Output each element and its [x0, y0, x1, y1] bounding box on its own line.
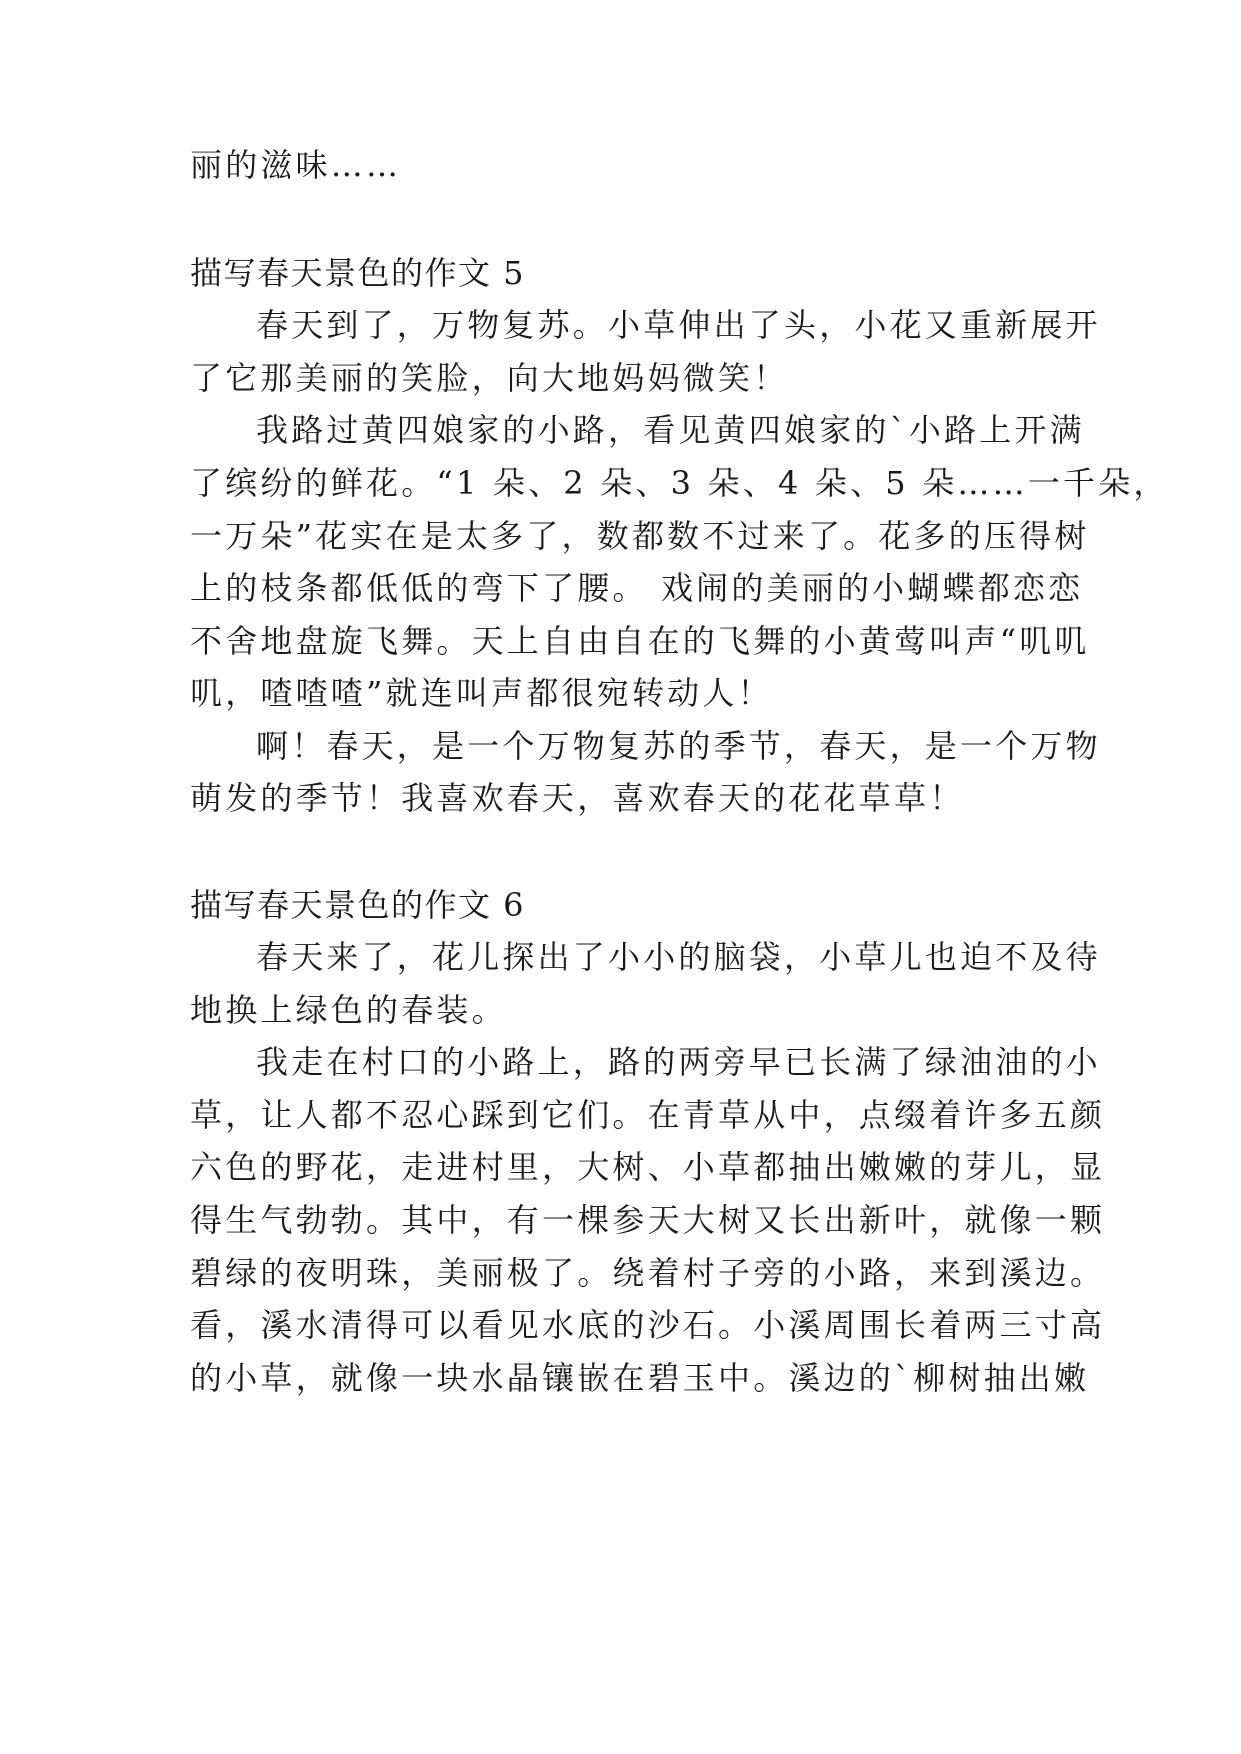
paragraph-line: 啊！春天，是一个万物复苏的季节，春天，是一个万物 — [256, 727, 1101, 765]
paragraph-line: 一万朵”花实在是太多了，数都数不过来了。花多的压得树 — [190, 517, 1090, 555]
paragraph-line: 碧绿的夜明珠，美丽极了。绕着村子旁的小路，来到溪边。 — [190, 1254, 1106, 1292]
paragraph-line: 我走在村口的小路上，路的两旁早已长满了绿油油的小 — [256, 1043, 1101, 1081]
section-heading: 描写春天景色的作文 6 — [190, 886, 526, 924]
paragraph-line: 春天来了，花儿探出了小小的脑袋，小草儿也迫不及待 — [256, 938, 1101, 976]
paragraph-line: 地换上绿色的春装。 — [190, 991, 507, 1029]
paragraph-line: 萌发的季节！我喜欢春天，喜欢春天的花花草草！ — [190, 779, 965, 817]
paragraph-line: 不舍地盘旋飞舞。天上自由自在的飞舞的小黄莺叫声“叽叽 — [190, 622, 1090, 660]
paragraph-line: 春天到了，万物复苏。小草伸出了头，小花又重新展开 — [256, 306, 1101, 344]
paragraph-line: 的小草，就像一块水晶镶嵌在碧玉中。溪边的`柳树抽出嫩 — [190, 1359, 1090, 1397]
paragraph-line: 我路过黄四娘家的小路，看见黄四娘家的`小路上开满 — [256, 411, 1085, 449]
paragraph-line: 六色的野花，走进村里，大树、小草都抽出嫩嫩的芽儿，显 — [190, 1148, 1106, 1186]
paragraph-line: 上的枝条都低低的弯下了腰。 戏闹的美丽的小蝴蝶都恋恋 — [190, 569, 1084, 607]
paragraph-line: 得生气勃勃。其中，有一棵参天大树又长出新叶，就像一颗 — [190, 1201, 1106, 1239]
paragraph-line: 了缤纷的鲜花。“1 朵、2 朵、3 朵、4 朵、5 朵……一千朵， — [190, 464, 1169, 502]
paragraph-line: 叽，喳喳喳”就连叫声都很宛转动人！ — [190, 674, 773, 712]
paragraph-line: 了它那美丽的笑脸，向大地妈妈微笑！ — [190, 359, 789, 397]
section-heading: 描写春天景色的作文 5 — [190, 254, 526, 292]
paragraph-line: 看，溪水清得可以看见水底的沙石。小溪周围长着两三寸高 — [190, 1306, 1106, 1344]
paragraph-line: 草，让人都不忍心踩到它们。在青草从中，点缀着许多五颜 — [190, 1096, 1106, 1134]
paragraph-line: 丽的滋味…… — [190, 146, 402, 184]
